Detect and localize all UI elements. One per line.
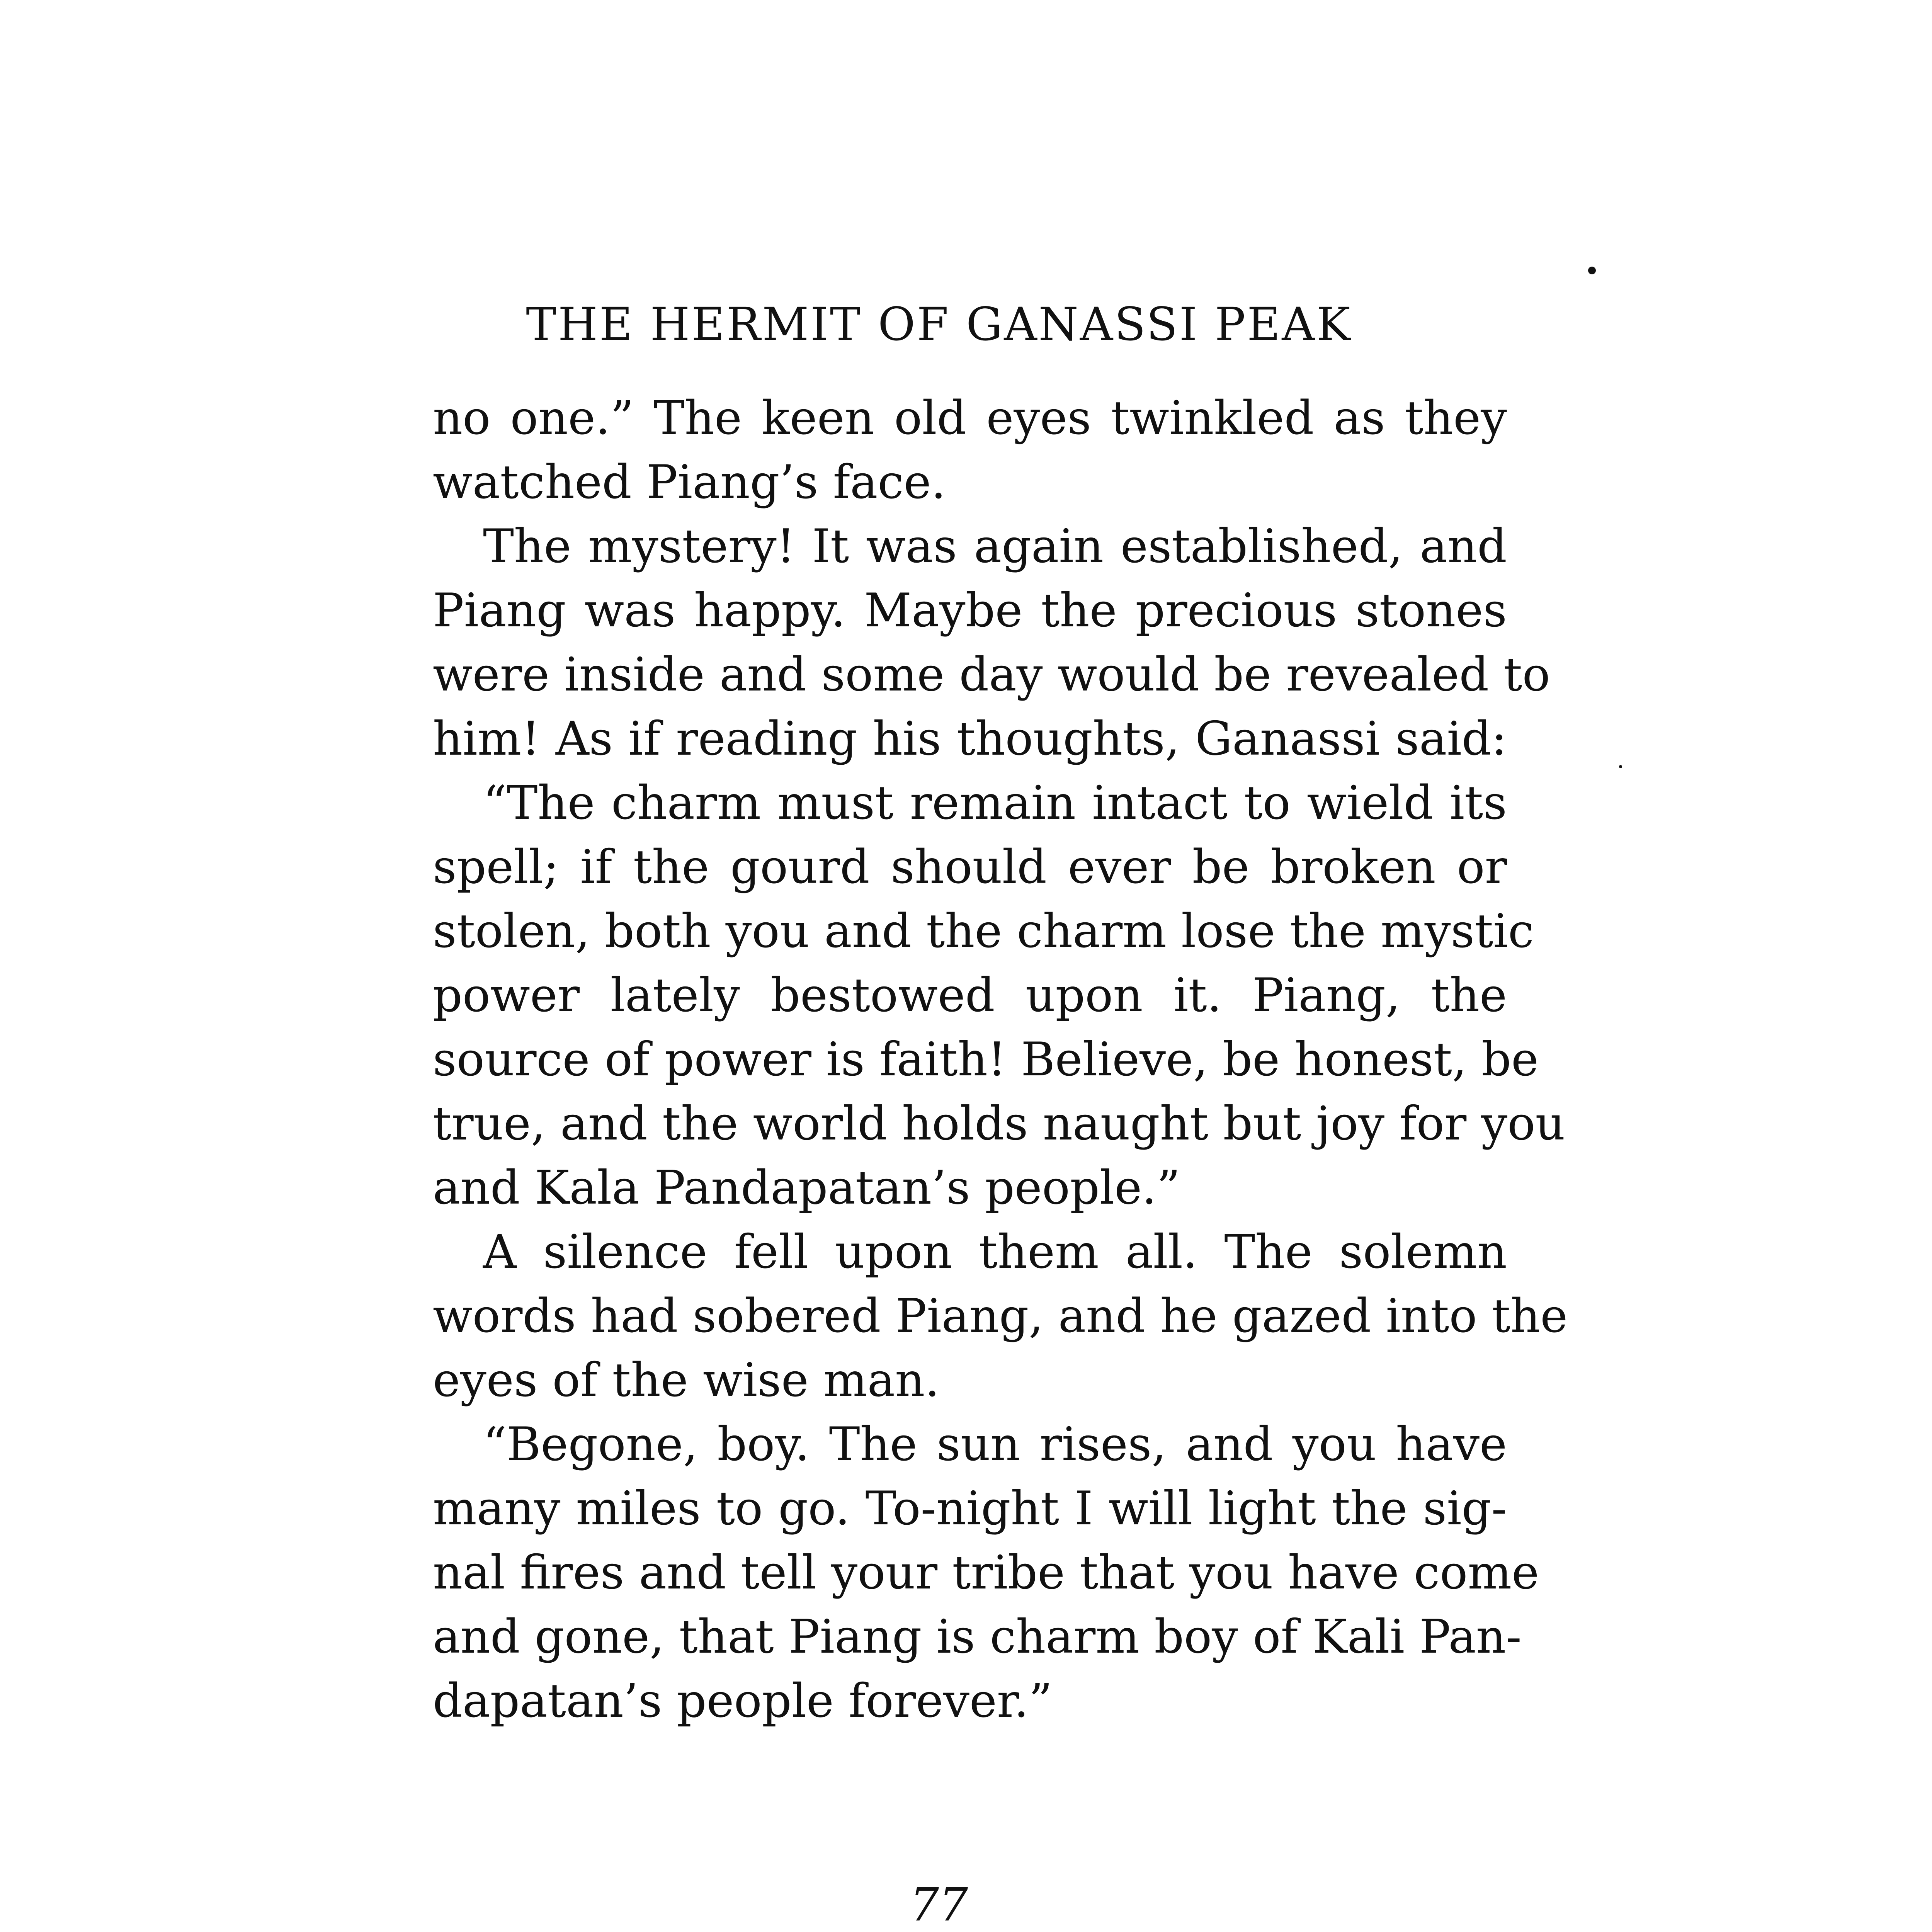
- text-line: and gone, that Piang is charm boy of Kali Pan-: [433, 1610, 1522, 1664]
- text-line: nal fires and tell your tribe that you have come: [433, 1546, 1539, 1600]
- text-line: were inside and some day would be revealed to: [433, 648, 1550, 702]
- text-line: words had sobered Piang, and he gazed into the: [433, 1289, 1568, 1343]
- text-line: and Kala Pandapatan’s people.”: [433, 1161, 1180, 1215]
- text-line: A silence fell upon them all. The solemn: [483, 1225, 1507, 1279]
- text-line: him! As if reading his thoughts, Ganassi said:: [433, 712, 1507, 766]
- scan-speck: [1588, 267, 1596, 274]
- body-text: [433, 386, 1568, 1733]
- text-line: “Begone, boy. The sun rises, and you have: [483, 1418, 1507, 1471]
- text-line: stolen, both you and the charm lose the mystic: [433, 905, 1534, 958]
- text-line: no one.” The keen old eyes twinkled as they: [433, 391, 1507, 445]
- text-line: power lately bestowed upon it. Piang, the: [433, 969, 1507, 1022]
- text-line: true, and the world holds naught but joy for you: [433, 1097, 1565, 1151]
- page-number: 77: [910, 1878, 968, 1931]
- running-head: THE HERMIT OF GANASSI PEAK: [526, 298, 1352, 351]
- text-line: The mystery! It was again established, and: [483, 520, 1507, 573]
- text-line: “The charm must remain intact to wield its: [483, 776, 1507, 830]
- text-line: eyes of the wise man.: [433, 1354, 940, 1407]
- text-line: many miles to go. To-night I will light the sig-: [433, 1482, 1507, 1536]
- text-line: dapatan’s people forever.”: [433, 1674, 1053, 1728]
- text-line: source of power is faith! Believe, be honest, be: [433, 1033, 1539, 1087]
- text-line: Piang was happy. Maybe the precious stones: [433, 584, 1507, 638]
- text-line: watched Piang’s face.: [433, 456, 946, 509]
- text-line: spell; if the gourd should ever be broken or: [433, 840, 1507, 894]
- scan-speck: [1619, 765, 1622, 768]
